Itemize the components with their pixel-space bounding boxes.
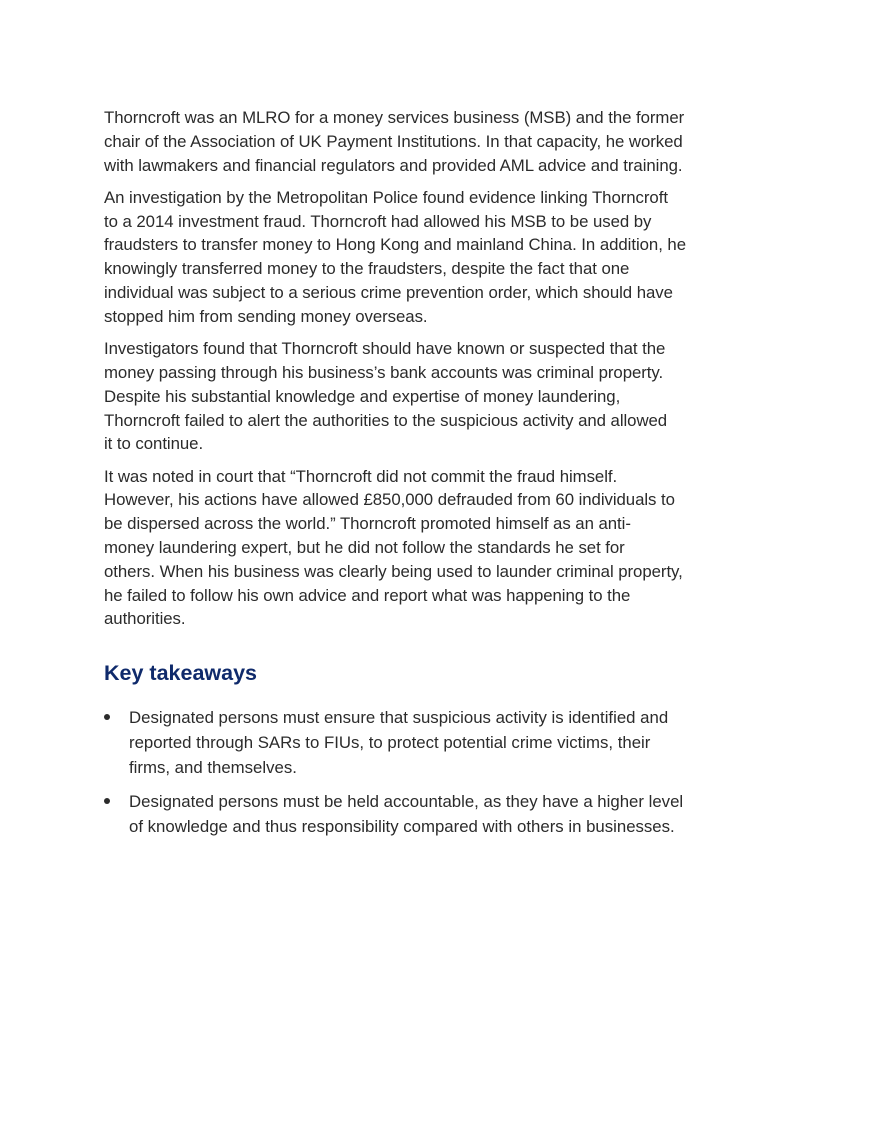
text-line: money passing through his business’s bank accounts was criminal property. — [104, 362, 664, 382]
text-line: Thorncroft was an MLRO for a money services business (MSB) and the former — [104, 108, 685, 127]
text-line: reported through SARs to FIUs, to protect potential crime victims, their — [129, 733, 651, 753]
text-line: authorities. — [104, 609, 186, 629]
text-line: Investigators found that Thorncroft should have known or suspected that the — [104, 339, 666, 359]
text-line: of knowledge and thus responsibility compared with others in businesses. — [129, 816, 675, 836]
text-line: Despite his substantial knowledge and expertise of money laundering, — [104, 386, 621, 406]
text-line: Designated persons must be held accountable, as they have a higher level — [129, 791, 684, 811]
text-line: be dispersed across the world.” Thorncroft promoted himself as an anti- — [104, 514, 631, 534]
paragraph-investigators-findings — [104, 337, 752, 456]
paragraph-thorncroft-role — [104, 106, 752, 177]
text-line: stopped him from sending money overseas. — [104, 306, 428, 326]
paragraph-court-notes — [104, 465, 752, 632]
text-line: knowingly transferred money to the fraudsters, despite the fact that one — [104, 259, 630, 279]
text-line: it to continue. — [104, 434, 204, 454]
text-line: Designated persons must ensure that suspicious activity is identified and — [129, 708, 669, 728]
text-line: money laundering expert, but he did not follow the standards he set for — [104, 538, 625, 558]
text-line: with lawmakers and financial regulators and provided AML advice and training. — [104, 155, 683, 175]
text-line: Thorncroft failed to alert the authorities to the suspicious activity and allowed — [104, 410, 668, 430]
text-line: firms, and themselves. — [129, 758, 297, 778]
text-line: to a 2014 investment fraud. Thorncroft had allowed his MSB to be used by — [104, 211, 652, 231]
takeaways-list — [104, 705, 752, 839]
text-line: others. When his business was clearly being used to launder criminal property, — [104, 561, 683, 581]
key-takeaways-heading: Key takeaways — [104, 661, 257, 686]
text-line: However, his actions have allowed £850,000 defrauded from 60 individuals to — [104, 490, 675, 510]
document-body — [104, 106, 752, 847]
text-line: fraudsters to transfer money to Hong Kong and mainland China. In addition, he — [104, 235, 686, 255]
text-line: An investigation by the Metropolitan Police found evidence linking Thorncroft — [104, 187, 668, 207]
bullet-icon — [104, 798, 110, 804]
text-line: It was noted in court that “Thorncroft did not commit the fraud himself. — [104, 466, 618, 486]
paragraph-investigation — [104, 186, 752, 329]
text-line: individual was subject to a serious crime prevention order, which should have — [104, 283, 673, 303]
text-line: he failed to follow his own advice and report what was happening to the — [104, 585, 631, 605]
list-item — [104, 789, 752, 839]
list-item — [104, 705, 752, 780]
bullet-icon — [104, 714, 110, 720]
text-line: chair of the Association of UK Payment Institutions. In that capacity, he worked — [104, 131, 683, 151]
